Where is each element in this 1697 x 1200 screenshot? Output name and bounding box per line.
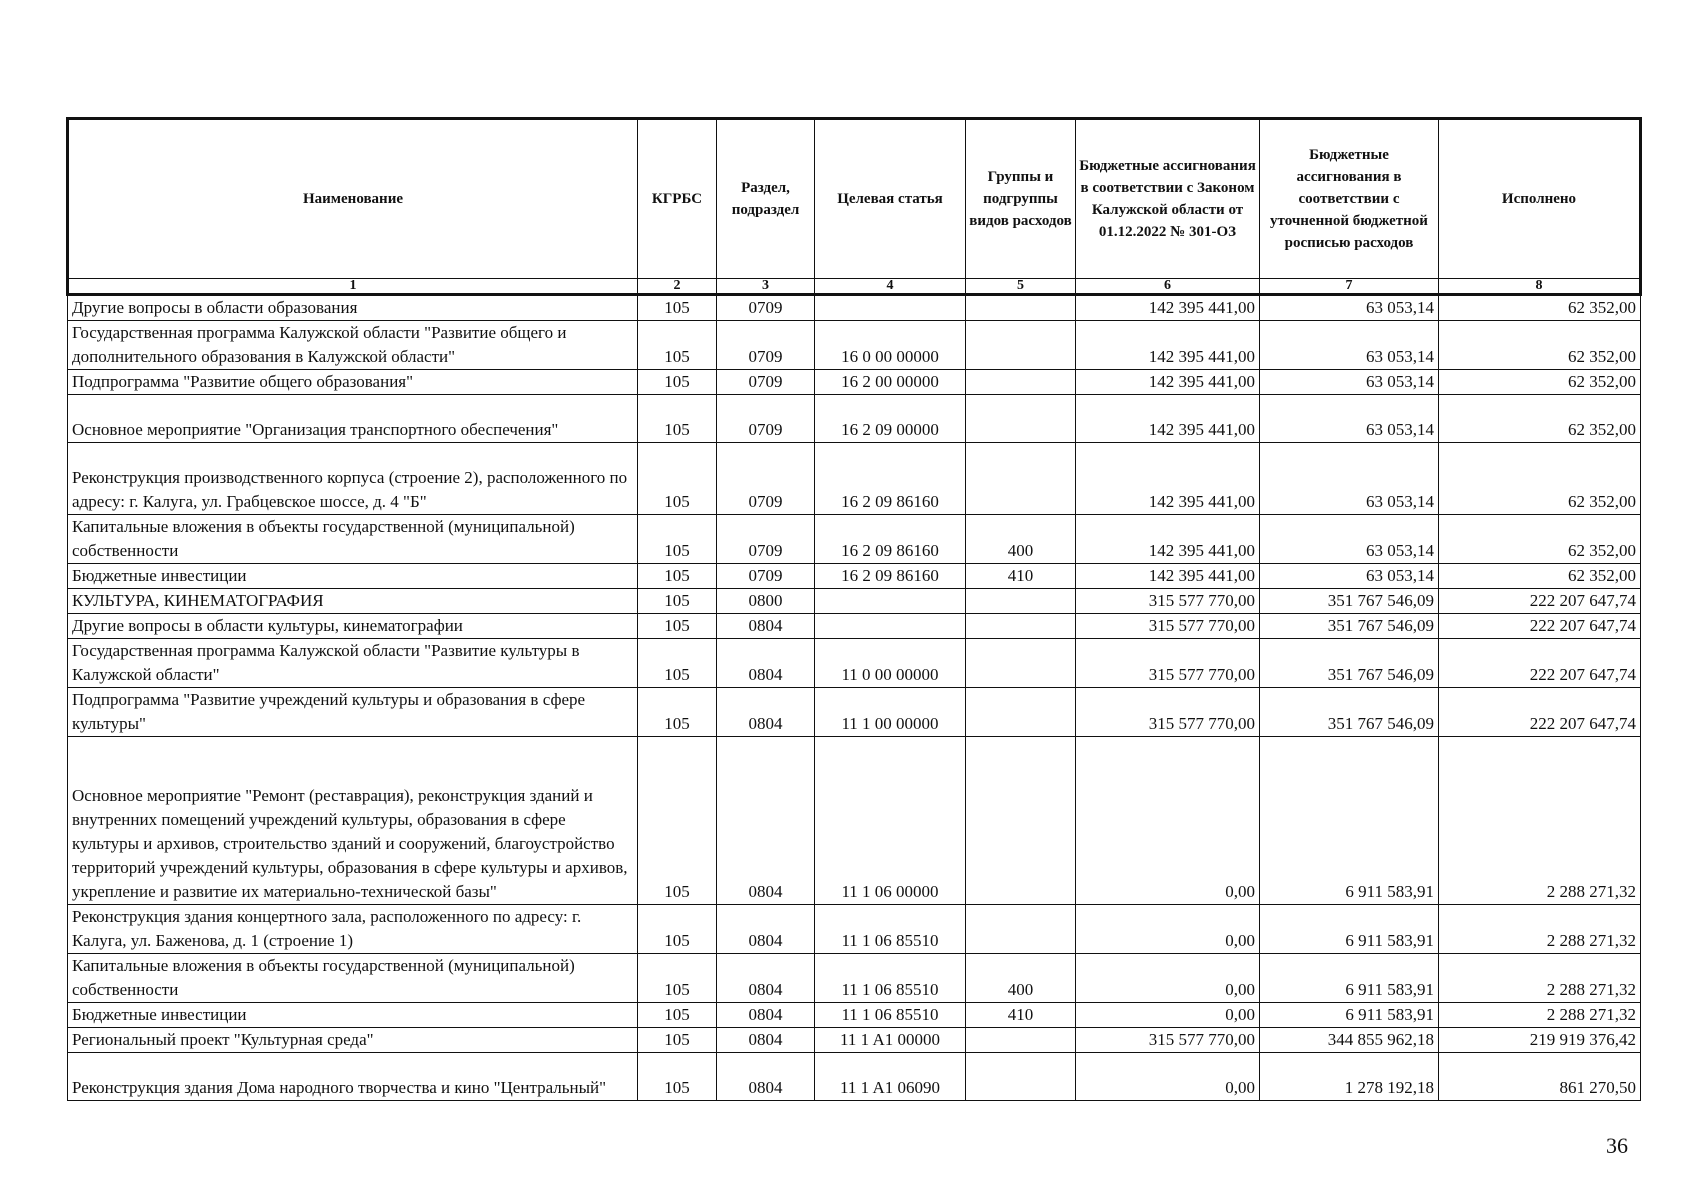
row-name: КУЛЬТУРА, КИНЕМАТОГРАФИЯ xyxy=(68,589,638,614)
row-razdel: 0804 xyxy=(717,737,815,905)
row-rospis-amount: 1 278 192,18 xyxy=(1260,1053,1439,1101)
row-name: Другие вопросы в области образования xyxy=(68,295,638,321)
row-name: Капитальные вложения в объекты государственной (муниципальной) собственности xyxy=(68,954,638,1003)
row-gruppa xyxy=(966,1053,1076,1101)
table-row xyxy=(68,614,1641,639)
row-ispolneno-amount: 62 352,00 xyxy=(1439,295,1641,321)
row-law-amount: 315 577 770,00 xyxy=(1076,688,1260,737)
row-ispolneno-amount: 222 207 647,74 xyxy=(1439,589,1641,614)
row-statya: 16 2 09 00000 xyxy=(815,395,966,443)
row-kgrbs: 105 xyxy=(638,564,717,589)
row-statya: 11 1 A1 00000 xyxy=(815,1028,966,1053)
row-name: Реконструкция производственного корпуса (строение 2), расположенного по адресу: г. Калуга, ул. Грабцевское шоссе, д. 4 "Б" xyxy=(68,443,638,515)
column-number: 6 xyxy=(1076,279,1260,295)
row-razdel: 0804 xyxy=(717,688,815,737)
row-rospis-amount: 6 911 583,91 xyxy=(1260,905,1439,954)
row-razdel: 0804 xyxy=(717,954,815,1003)
row-statya: 16 0 00 00000 xyxy=(815,321,966,370)
table-header xyxy=(68,119,1641,295)
table-row xyxy=(68,737,1641,905)
row-name: Реконструкция здания Дома народного творчества и кино "Центральный" xyxy=(68,1053,638,1101)
row-rospis-amount: 351 767 546,09 xyxy=(1260,589,1439,614)
row-name: Государственная программа Калужской области "Развитие культуры в Калужской области" xyxy=(68,639,638,688)
row-rospis-amount: 63 053,14 xyxy=(1260,515,1439,564)
column-number: 1 xyxy=(68,279,638,295)
row-statya: 11 1 06 85510 xyxy=(815,905,966,954)
column-number-row xyxy=(68,279,1641,295)
header-rospis-allocation: Бюджетные ассигнования в соответствии с уточненной бюджетной росписью расходов xyxy=(1260,119,1439,279)
row-kgrbs: 105 xyxy=(638,688,717,737)
row-gruppa xyxy=(966,1028,1076,1053)
row-name: Другие вопросы в области культуры, кинематографии xyxy=(68,614,638,639)
row-kgrbs: 105 xyxy=(638,614,717,639)
row-razdel: 0709 xyxy=(717,443,815,515)
row-ispolneno-amount: 2 288 271,32 xyxy=(1439,1003,1641,1028)
row-statya: 11 1 A1 06090 xyxy=(815,1053,966,1101)
row-law-amount: 142 395 441,00 xyxy=(1076,370,1260,395)
row-gruppa xyxy=(966,688,1076,737)
row-kgrbs: 105 xyxy=(638,321,717,370)
row-kgrbs: 105 xyxy=(638,395,717,443)
row-name: Региональный проект "Культурная среда" xyxy=(68,1028,638,1053)
budget-table-container xyxy=(66,117,1639,1101)
table-row xyxy=(68,1053,1641,1101)
row-ispolneno-amount: 62 352,00 xyxy=(1439,395,1641,443)
row-kgrbs: 105 xyxy=(638,515,717,564)
row-rospis-amount: 63 053,14 xyxy=(1260,564,1439,589)
row-name: Подпрограмма "Развитие общего образования" xyxy=(68,370,638,395)
row-ispolneno-amount: 62 352,00 xyxy=(1439,443,1641,515)
row-ispolneno-amount: 222 207 647,74 xyxy=(1439,614,1641,639)
row-gruppa: 400 xyxy=(966,954,1076,1003)
row-razdel: 0804 xyxy=(717,905,815,954)
row-gruppa xyxy=(966,905,1076,954)
row-razdel: 0709 xyxy=(717,395,815,443)
budget-table xyxy=(66,117,1642,1101)
column-number: 3 xyxy=(717,279,815,295)
table-row xyxy=(68,295,1641,321)
row-rospis-amount: 63 053,14 xyxy=(1260,443,1439,515)
table-row xyxy=(68,370,1641,395)
row-law-amount: 142 395 441,00 xyxy=(1076,443,1260,515)
row-law-amount: 142 395 441,00 xyxy=(1076,515,1260,564)
row-kgrbs: 105 xyxy=(638,1028,717,1053)
row-rospis-amount: 6 911 583,91 xyxy=(1260,1003,1439,1028)
row-razdel: 0709 xyxy=(717,564,815,589)
column-number: 7 xyxy=(1260,279,1439,295)
row-kgrbs: 105 xyxy=(638,589,717,614)
table-row xyxy=(68,639,1641,688)
header-row xyxy=(68,119,1641,279)
row-name: Бюджетные инвестиции xyxy=(68,564,638,589)
row-gruppa: 410 xyxy=(966,1003,1076,1028)
row-rospis-amount: 6 911 583,91 xyxy=(1260,737,1439,905)
row-statya: 16 2 09 86160 xyxy=(815,564,966,589)
row-razdel: 0709 xyxy=(717,295,815,321)
row-statya xyxy=(815,295,966,321)
column-number: 4 xyxy=(815,279,966,295)
row-kgrbs: 105 xyxy=(638,443,717,515)
row-razdel: 0804 xyxy=(717,1028,815,1053)
row-razdel: 0800 xyxy=(717,589,815,614)
row-statya: 16 2 09 86160 xyxy=(815,515,966,564)
row-name: Реконструкция здания концертного зала, расположенного по адресу: г. Калуга, ул. Баженова, д. 1 (строение 1) xyxy=(68,905,638,954)
table-row xyxy=(68,321,1641,370)
row-kgrbs: 105 xyxy=(638,295,717,321)
row-name: Государственная программа Калужской области "Развитие общего и дополнительного образования в Калужской области" xyxy=(68,321,638,370)
row-gruppa xyxy=(966,614,1076,639)
row-law-amount: 0,00 xyxy=(1076,1053,1260,1101)
header-gruppa: Группы и подгруппы видов расходов xyxy=(966,119,1076,279)
table-row xyxy=(68,564,1641,589)
table-row xyxy=(68,443,1641,515)
row-rospis-amount: 63 053,14 xyxy=(1260,295,1439,321)
row-statya: 11 1 06 00000 xyxy=(815,737,966,905)
row-ispolneno-amount: 2 288 271,32 xyxy=(1439,905,1641,954)
row-ispolneno-amount: 222 207 647,74 xyxy=(1439,639,1641,688)
row-rospis-amount: 63 053,14 xyxy=(1260,370,1439,395)
row-ispolneno-amount: 219 919 376,42 xyxy=(1439,1028,1641,1053)
row-statya: 11 1 06 85510 xyxy=(815,954,966,1003)
row-law-amount: 315 577 770,00 xyxy=(1076,639,1260,688)
page-number: 36 xyxy=(1606,1133,1628,1158)
row-rospis-amount: 351 767 546,09 xyxy=(1260,614,1439,639)
row-law-amount: 0,00 xyxy=(1076,1003,1260,1028)
row-statya xyxy=(815,614,966,639)
row-rospis-amount: 351 767 546,09 xyxy=(1260,688,1439,737)
row-statya: 11 1 00 00000 xyxy=(815,688,966,737)
row-statya: 11 0 00 00000 xyxy=(815,639,966,688)
row-gruppa xyxy=(966,589,1076,614)
header-law-allocation: Бюджетные ассигнования в соответствии с Законом Калужской области от 01.12.2022 № 301-ОЗ xyxy=(1076,119,1260,279)
row-statya: 16 2 09 86160 xyxy=(815,443,966,515)
header-razdel: Раздел, подраздел xyxy=(717,119,815,279)
row-law-amount: 142 395 441,00 xyxy=(1076,395,1260,443)
column-number: 2 xyxy=(638,279,717,295)
row-rospis-amount: 6 911 583,91 xyxy=(1260,954,1439,1003)
row-kgrbs: 105 xyxy=(638,954,717,1003)
table-row xyxy=(68,589,1641,614)
header-name: Наименование xyxy=(68,119,638,279)
row-kgrbs: 105 xyxy=(638,1053,717,1101)
table-row xyxy=(68,395,1641,443)
row-gruppa xyxy=(966,321,1076,370)
row-razdel: 0709 xyxy=(717,370,815,395)
row-law-amount: 315 577 770,00 xyxy=(1076,1028,1260,1053)
row-rospis-amount: 344 855 962,18 xyxy=(1260,1028,1439,1053)
row-law-amount: 0,00 xyxy=(1076,905,1260,954)
row-razdel: 0804 xyxy=(717,639,815,688)
table-body xyxy=(68,295,1641,1101)
row-razdel: 0709 xyxy=(717,515,815,564)
row-rospis-amount: 63 053,14 xyxy=(1260,321,1439,370)
row-razdel: 0804 xyxy=(717,1003,815,1028)
row-statya: 11 1 06 85510 xyxy=(815,1003,966,1028)
header-statya: Целевая статья xyxy=(815,119,966,279)
row-gruppa: 400 xyxy=(966,515,1076,564)
row-law-amount: 142 395 441,00 xyxy=(1076,295,1260,321)
row-gruppa xyxy=(966,443,1076,515)
row-law-amount: 142 395 441,00 xyxy=(1076,564,1260,589)
row-ispolneno-amount: 62 352,00 xyxy=(1439,564,1641,589)
row-kgrbs: 105 xyxy=(638,639,717,688)
row-name: Бюджетные инвестиции xyxy=(68,1003,638,1028)
row-razdel: 0804 xyxy=(717,1053,815,1101)
row-razdel: 0804 xyxy=(717,614,815,639)
row-kgrbs: 105 xyxy=(638,1003,717,1028)
row-ispolneno-amount: 62 352,00 xyxy=(1439,515,1641,564)
row-ispolneno-amount: 222 207 647,74 xyxy=(1439,688,1641,737)
row-law-amount: 315 577 770,00 xyxy=(1076,614,1260,639)
row-gruppa xyxy=(966,395,1076,443)
row-gruppa xyxy=(966,737,1076,905)
row-kgrbs: 105 xyxy=(638,370,717,395)
row-razdel: 0709 xyxy=(717,321,815,370)
row-ispolneno-amount: 861 270,50 xyxy=(1439,1053,1641,1101)
column-number: 8 xyxy=(1439,279,1641,295)
row-law-amount: 0,00 xyxy=(1076,954,1260,1003)
row-statya: 16 2 00 00000 xyxy=(815,370,966,395)
row-name: Основное мероприятие "Ремонт (реставрация), реконструкция зданий и внутренних помещений учреждений культуры, образования в сфере культуры и архивов, строительство зданий и сооружений, благоустройство территорий учреждений культуры, образования в сфере культуры и архивов, укрепление и развитие их материально-технической базы" xyxy=(68,737,638,905)
row-gruppa xyxy=(966,370,1076,395)
table-row xyxy=(68,905,1641,954)
row-gruppa xyxy=(966,639,1076,688)
row-name: Подпрограмма "Развитие учреждений культуры и образования в сфере культуры" xyxy=(68,688,638,737)
row-law-amount: 315 577 770,00 xyxy=(1076,589,1260,614)
row-law-amount: 142 395 441,00 xyxy=(1076,321,1260,370)
table-row xyxy=(68,515,1641,564)
row-ispolneno-amount: 62 352,00 xyxy=(1439,370,1641,395)
table-row xyxy=(68,1003,1641,1028)
row-ispolneno-amount: 2 288 271,32 xyxy=(1439,737,1641,905)
column-number: 5 xyxy=(966,279,1076,295)
row-gruppa xyxy=(966,295,1076,321)
table-row xyxy=(68,688,1641,737)
row-rospis-amount: 351 767 546,09 xyxy=(1260,639,1439,688)
row-gruppa: 410 xyxy=(966,564,1076,589)
row-ispolneno-amount: 2 288 271,32 xyxy=(1439,954,1641,1003)
table-row xyxy=(68,1028,1641,1053)
row-rospis-amount: 63 053,14 xyxy=(1260,395,1439,443)
table-row xyxy=(68,954,1641,1003)
header-kgrbs: КГРБС xyxy=(638,119,717,279)
row-kgrbs: 105 xyxy=(638,905,717,954)
header-ispolneno: Исполнено xyxy=(1439,119,1641,279)
row-ispolneno-amount: 62 352,00 xyxy=(1439,321,1641,370)
row-law-amount: 0,00 xyxy=(1076,737,1260,905)
row-name: Основное мероприятие "Организация транспортного обеспечения" xyxy=(68,395,638,443)
row-name: Капитальные вложения в объекты государственной (муниципальной) собственности xyxy=(68,515,638,564)
row-statya xyxy=(815,589,966,614)
row-kgrbs: 105 xyxy=(638,737,717,905)
